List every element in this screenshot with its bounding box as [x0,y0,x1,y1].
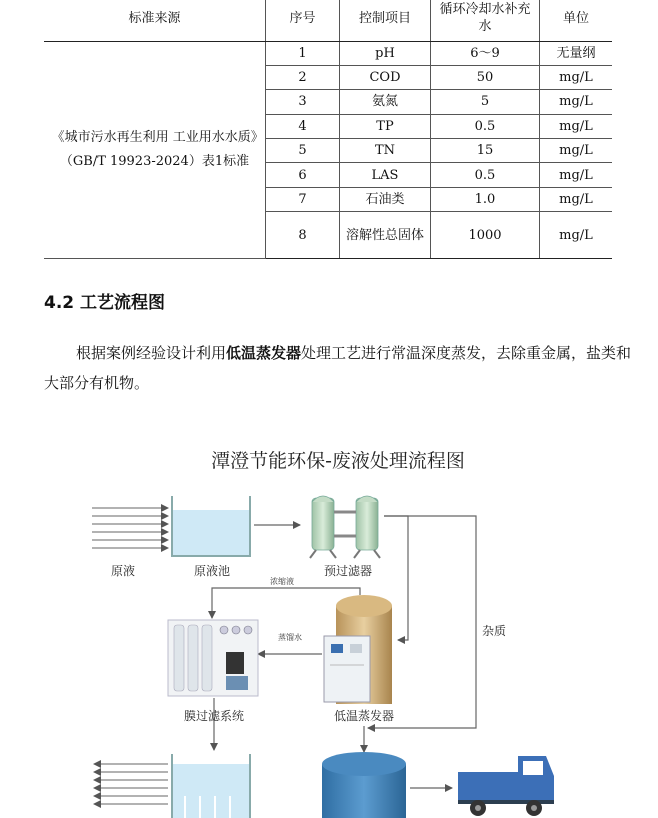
cell-item: LAS [340,163,431,187]
label-pool: 原液池 [193,564,231,578]
cell-unit: mg/L [540,212,613,259]
label-evaporator: 低温蒸发器 [333,709,395,723]
label-prefilter: 预过滤器 [323,564,373,578]
para-text-pre: 根据案例经验设计利用 [76,344,227,362]
cell-unit: mg/L [540,65,613,89]
col-header-unit: 单位 [540,0,613,41]
cell-value: 15 [431,139,540,163]
cell-value: 0.5 [431,163,540,187]
col-header-value: 循环冷却水补充水 [431,0,540,41]
label-membrane: 膜过滤系统 [183,709,245,723]
cell-unit: mg/L [540,90,613,114]
cell-unit: mg/L [540,187,613,211]
truck-icon [458,756,554,816]
cell-no: 4 [266,114,340,138]
cell-unit: mg/L [540,139,613,163]
cell-item: pH [340,41,431,65]
cell-item: TN [340,139,431,163]
cell-no: 2 [266,65,340,89]
col-header-source: 标准来源 [44,0,266,41]
label-distilled: 蒸馏水 [278,633,302,642]
col-header-no: 序号 [266,0,340,41]
evaporator-icon [324,595,392,704]
cell-unit: mg/L [540,114,613,138]
cell-no: 5 [266,139,340,163]
cell-item: 石油类 [340,187,431,211]
cell-item: 溶解性总固体 [340,212,431,259]
cell-value: 5 [431,90,540,114]
cell-value: 1.0 [431,187,540,211]
cell-no: 1 [266,41,340,65]
section-paragraph [44,338,634,398]
raw-inflow-arrows [92,508,168,548]
table-header-row [44,0,612,41]
para-text-bold: 低温蒸发器 [226,344,302,362]
membrane-system-icon [168,620,258,696]
cell-no: 3 [266,90,340,114]
section-heading: 4.2 工艺流程图 [44,293,166,313]
para-text-post: 处理工艺进行常温深度蒸发，去除重金属，盐类和大部分有机物。 [44,344,632,392]
cell-item: COD [340,65,431,89]
source-cell: 《城市污水再生利用 工业用水水质》（GB/T 19923-2024）表1标准 [44,41,266,259]
cell-value: 6～9 [431,41,540,65]
cell-value: 1000 [431,212,540,259]
cell-unit: 无量纲 [540,41,613,65]
prefilter-icon [310,496,380,558]
table-row [44,41,612,65]
flow-title: 潭澄节能环保-废液处理流程图 [211,450,465,472]
raw-pool-icon [172,496,250,556]
label-raw: 原液 [110,564,136,578]
label-concentrate: 浓缩液 [270,577,294,586]
cell-unit: mg/L [540,163,613,187]
cell-value: 0.5 [431,114,540,138]
cell-item: TP [340,114,431,138]
outflow-arrows [94,764,168,804]
cell-no: 8 [266,212,340,259]
label-impurity: 杂质 [481,624,507,638]
col-header-item: 控制项目 [340,0,431,41]
process-flow-diagram [0,430,658,818]
cell-value: 50 [431,65,540,89]
cell-item: 氨氮 [340,90,431,114]
clean-pool-icon [172,754,250,818]
cell-no: 6 [266,163,340,187]
water-quality-table [44,0,612,259]
residue-tank-icon [322,752,406,818]
cell-no: 7 [266,187,340,211]
